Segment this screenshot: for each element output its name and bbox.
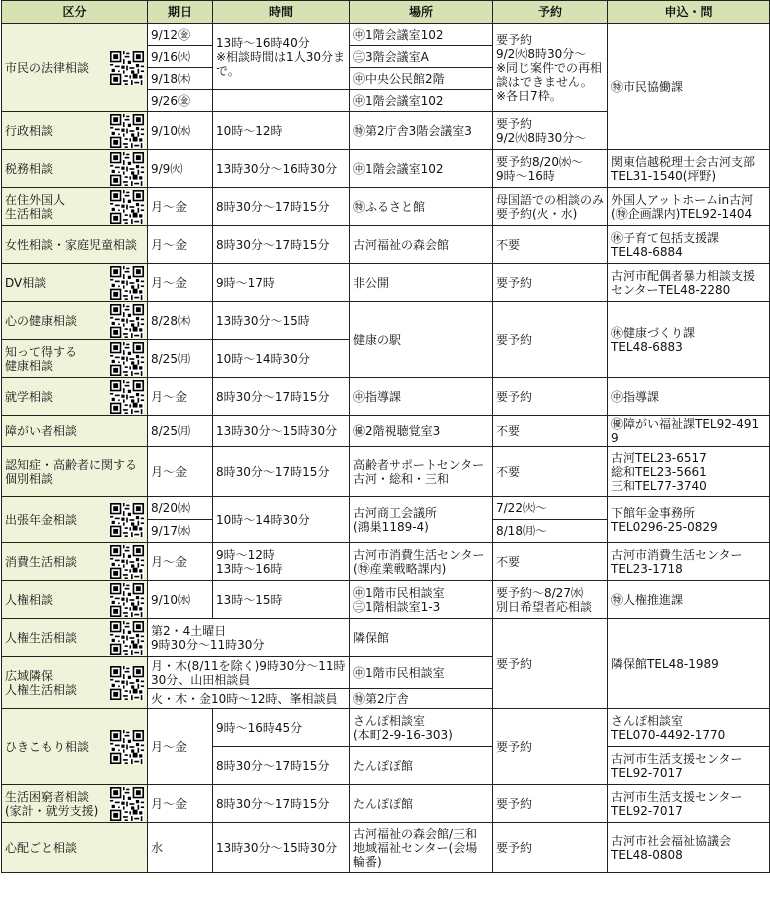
- reservation-cell: 8/18㈪～: [493, 520, 608, 543]
- table-row: [2, 497, 770, 520]
- category-cell: [2, 581, 148, 619]
- place-cell: ㊕ふるさと館: [350, 188, 493, 226]
- apply-cell: ㊕市民協働課: [608, 24, 770, 150]
- category-cell: [2, 785, 148, 823]
- qr-code-icon[interactable]: [110, 114, 144, 148]
- place-cell: ㊥1階市民相談室: [350, 657, 493, 689]
- place-cell: ㊥中央公民館2階: [350, 68, 493, 90]
- reservation-cell: 要予約: [493, 619, 608, 709]
- place-cell: ㊂3階会議室A: [350, 46, 493, 68]
- place-cell: 高齢者サポートセンター 古河・総和・三和: [350, 447, 493, 497]
- date-cell: 月～金: [148, 264, 213, 302]
- apply-cell: ㊥指導課: [608, 378, 770, 416]
- time-cell: 13時30分～16時30分: [213, 150, 350, 188]
- place-cell: 古河福祉の森会館/三和地域福祉センター(会場輪番): [350, 823, 493, 873]
- place-cell: ㊕第2庁舎3階会議室3: [350, 112, 493, 150]
- category-cell: [2, 709, 148, 785]
- date-cell: 月～金: [148, 378, 213, 416]
- place-cell: 古河市消費生活センター (㊕産業戦略課内): [350, 543, 493, 581]
- category-label: 就学相談: [5, 389, 54, 404]
- time-cell: [213, 90, 350, 112]
- category-cell: [2, 497, 148, 543]
- date-cell: 月～金: [148, 785, 213, 823]
- reservation-cell: 要予約: [493, 785, 608, 823]
- time-cell: 13時30分～15時30分: [213, 823, 350, 873]
- table-row: [2, 581, 770, 619]
- time-cell: 8時30分～17時15分: [213, 785, 350, 823]
- apply-cell: 古河TEL23-6517 総和TEL23-5661 三和TEL77-3740: [608, 447, 770, 497]
- time-cell: 10時～12時: [213, 112, 350, 150]
- qr-code-icon[interactable]: [110, 342, 144, 376]
- place-cell: たんぽぽ館: [350, 785, 493, 823]
- category-label: DV相談: [5, 275, 47, 290]
- table-row: [2, 302, 770, 340]
- table-row: [2, 543, 770, 581]
- date-cell: 月～金: [148, 188, 213, 226]
- place-cell: 非公開: [350, 264, 493, 302]
- date-cell: 9/10㈬: [148, 112, 213, 150]
- time-cell: 8時30分～17時15分: [213, 747, 350, 785]
- category-label: 生活困窮者相談 (家計・就労支援): [5, 789, 99, 818]
- qr-code-icon[interactable]: [110, 304, 144, 338]
- reservation-cell: 要予約: [493, 302, 608, 378]
- apply-cell: 外国人アットホームin古河 (㊕企画課内)TEL92-1404: [608, 188, 770, 226]
- table-row: [2, 226, 770, 264]
- category-label: 知って得する 健康相談: [5, 344, 78, 373]
- reservation-cell: 7/22㈫～: [493, 497, 608, 520]
- time-cell: 10時～14時30分: [213, 497, 350, 543]
- date-cell: 水: [148, 823, 213, 873]
- date-cell: 8/25㈪: [148, 340, 213, 378]
- category-cell: [2, 340, 148, 378]
- table-row: [2, 378, 770, 416]
- table-header-row: [2, 1, 770, 24]
- table-row: [2, 619, 770, 657]
- category-cell: [2, 112, 148, 150]
- apply-cell: 古河市消費生活センター TEL23-1718: [608, 543, 770, 581]
- category-cell: [2, 226, 148, 264]
- date-cell: 8/20㈬: [148, 497, 213, 520]
- category-label: 障がい者相談: [5, 424, 78, 438]
- date-cell: 月～金: [148, 709, 213, 785]
- qr-code-icon[interactable]: [110, 545, 144, 579]
- date-cell: 9/9㈫: [148, 150, 213, 188]
- time-cell: 9時～17時: [213, 264, 350, 302]
- table-row: [2, 823, 770, 873]
- apply-cell: 隣保館TEL48-1989: [608, 619, 770, 709]
- category-cell: [2, 378, 148, 416]
- table-row: [2, 188, 770, 226]
- category-label: 心の健康相談: [5, 313, 78, 328]
- apply-cell: 関東信越税理士会古河支部 TEL31-1540(坪野): [608, 150, 770, 188]
- reservation-cell: 要予約 9/2㈫8時30分～: [493, 112, 608, 150]
- reservation-cell: 要予約: [493, 378, 608, 416]
- reservation-cell: 要予約: [493, 709, 608, 785]
- apply-cell: 古河市社会福祉協議会 TEL48-0808: [608, 823, 770, 873]
- datetime-cell: 火・木・金10時～12時、峯相談員: [148, 689, 350, 709]
- apply-cell: ㊕人権推進課: [608, 581, 770, 619]
- date-cell: 9/17㈬: [148, 520, 213, 543]
- date-cell: 9/10㈬: [148, 581, 213, 619]
- place-cell: ㊥1階会議室102: [350, 24, 493, 46]
- place-cell: ㊥指導課: [350, 378, 493, 416]
- reservation-cell: 要予約: [493, 823, 608, 873]
- date-cell: 9/26㊎: [148, 90, 213, 112]
- reservation-cell: 不要: [493, 543, 608, 581]
- place-cell: たんぽぽ館: [350, 747, 493, 785]
- category-label: ひきこもり相談: [5, 739, 90, 754]
- apply-cell: ㊡健康づくり課 TEL48-6883: [608, 302, 770, 378]
- category-label: 女性相談・家庭児童相談: [5, 237, 138, 252]
- time-cell: 8時30分～17時15分: [213, 378, 350, 416]
- place-cell: ㊥1階会議室102: [350, 150, 493, 188]
- reservation-cell: 要予約8/20㈬～ 9時～16時: [493, 150, 608, 188]
- qr-code-icon[interactable]: [110, 666, 144, 700]
- place-cell: ㊥1階市民相談室 ㊂1階相談室1-3: [350, 581, 493, 619]
- table-row: [2, 150, 770, 188]
- category-label: 市民の法律相談: [5, 60, 90, 75]
- reservation-cell: 要予約 9/2㈫8時30分～ ※同じ案件での再相談はできません。 ※各日7枠。: [493, 24, 608, 112]
- date-cell: 月～金: [148, 226, 213, 264]
- reservation-cell: 要予約: [493, 264, 608, 302]
- qr-code-icon[interactable]: [110, 503, 144, 537]
- table-row: [2, 24, 770, 46]
- time-cell: 10時～14時30分: [213, 340, 350, 378]
- time-cell: 13時30分～15時30分: [213, 416, 350, 447]
- date-cell: 9/18㈭: [148, 68, 213, 90]
- apply-cell: 古河市生活支援センター TEL92-7017: [608, 747, 770, 785]
- header-time: 時間: [213, 1, 350, 24]
- reservation-cell: 要予約～8/27㈬ 別日希望者応相談: [493, 581, 608, 619]
- time-cell: 13時～16時40分 ※相談時間は1人30分まで。: [213, 24, 350, 90]
- header-place: 場所: [350, 1, 493, 24]
- category-label: 人権生活相談: [5, 630, 78, 645]
- table-row: [2, 785, 770, 823]
- category-cell: [2, 24, 148, 112]
- qr-code-icon[interactable]: [110, 266, 144, 300]
- category-label: 行政相談: [5, 123, 54, 138]
- category-cell: [2, 150, 148, 188]
- place-cell: さんぽ相談室 (本町2-9-16-303): [350, 709, 493, 747]
- category-cell: [2, 188, 148, 226]
- category-cell: [2, 543, 148, 581]
- category-cell: [2, 447, 148, 497]
- qr-code-icon[interactable]: [110, 152, 144, 186]
- category-label: 税務相談: [5, 161, 54, 176]
- table-row: [2, 447, 770, 497]
- place-cell: 古河商工会議所 (鴻巣1189-4): [350, 497, 493, 543]
- header-date: 期日: [148, 1, 213, 24]
- reservation-cell: 母国語での相談のみ要予約(火・水): [493, 188, 608, 226]
- datetime-cell: 月・木(8/11を除く)9時30分～11時30分、山田相談員: [148, 657, 350, 689]
- category-label: 消費生活相談: [5, 554, 78, 569]
- date-cell: 8/25㈪: [148, 416, 213, 447]
- apply-cell: 下館年金事務所 TEL0296-25-0829: [608, 497, 770, 543]
- qr-code-icon[interactable]: [110, 380, 144, 414]
- table-row: [2, 416, 770, 447]
- apply-cell: 古河市生活支援センター TEL92-7017: [608, 785, 770, 823]
- header-category: 区分: [2, 1, 148, 24]
- date-cell: 9/12㊎: [148, 24, 213, 46]
- apply-cell: さんぽ相談室 TEL070-4492-1770: [608, 709, 770, 747]
- category-label: 人権相談: [5, 592, 54, 607]
- reservation-cell: 不要: [493, 226, 608, 264]
- reservation-cell: 不要: [493, 447, 608, 497]
- qr-code-icon[interactable]: [110, 190, 144, 224]
- category-cell: [2, 416, 148, 447]
- time-cell: 9時～12時 13時～16時: [213, 543, 350, 581]
- category-label: 心配ごと相談: [5, 840, 78, 855]
- category-label: 在住外国人 生活相談: [5, 192, 66, 221]
- date-cell: 月～金: [148, 447, 213, 497]
- header-reservation: 予約: [493, 1, 608, 24]
- qr-code-icon[interactable]: [110, 621, 144, 655]
- reservation-cell: 不要: [493, 416, 608, 447]
- category-cell: [2, 823, 148, 873]
- date-cell: 月～金: [148, 543, 213, 581]
- time-cell: 8時30分～17時15分: [213, 226, 350, 264]
- apply-cell: ㊡子育て包括支援課 TEL48-6884: [608, 226, 770, 264]
- qr-code-icon[interactable]: [110, 787, 144, 821]
- qr-code-icon[interactable]: [110, 730, 144, 764]
- place-cell: 古河福祉の森会館: [350, 226, 493, 264]
- time-cell: 8時30分～17時15分: [213, 447, 350, 497]
- place-cell: ㊕第2庁舎: [350, 689, 493, 709]
- category-cell: [2, 264, 148, 302]
- datetime-cell: 第2・4土曜日 9時30分～11時30分: [148, 619, 350, 657]
- time-cell: 13時30分～15時: [213, 302, 350, 340]
- place-cell: 隣保館: [350, 619, 493, 657]
- place-cell: 健康の駅: [350, 302, 493, 378]
- category-label: 出張年金相談: [5, 512, 78, 527]
- table-row: [2, 709, 770, 747]
- category-label: 認知症・高齢者に関する個別相談: [5, 457, 138, 486]
- date-cell: 9/16㈫: [148, 46, 213, 68]
- time-cell: 8時30分～17時15分: [213, 188, 350, 226]
- time-cell: 9時～16時45分: [213, 709, 350, 747]
- category-cell: [2, 302, 148, 340]
- category-cell: [2, 619, 148, 657]
- apply-cell: ㊝障がい福祉課TEL92-4919: [608, 416, 770, 447]
- header-apply: 申込・問: [608, 1, 770, 24]
- category-cell: [2, 657, 148, 709]
- time-cell: 13時～15時: [213, 581, 350, 619]
- category-label: 広域隣保 人権生活相談: [5, 668, 78, 697]
- qr-code-icon[interactable]: [110, 51, 144, 85]
- date-cell: 8/28㈭: [148, 302, 213, 340]
- qr-code-icon[interactable]: [110, 583, 144, 617]
- consultation-table: [1, 0, 770, 873]
- place-cell: ㊥1階会議室102: [350, 90, 493, 112]
- place-cell: ㊝2階視聴覚室3: [350, 416, 493, 447]
- table-row: [2, 264, 770, 302]
- apply-cell: 古河市配偶者暴力相談支援センターTEL48-2280: [608, 264, 770, 302]
